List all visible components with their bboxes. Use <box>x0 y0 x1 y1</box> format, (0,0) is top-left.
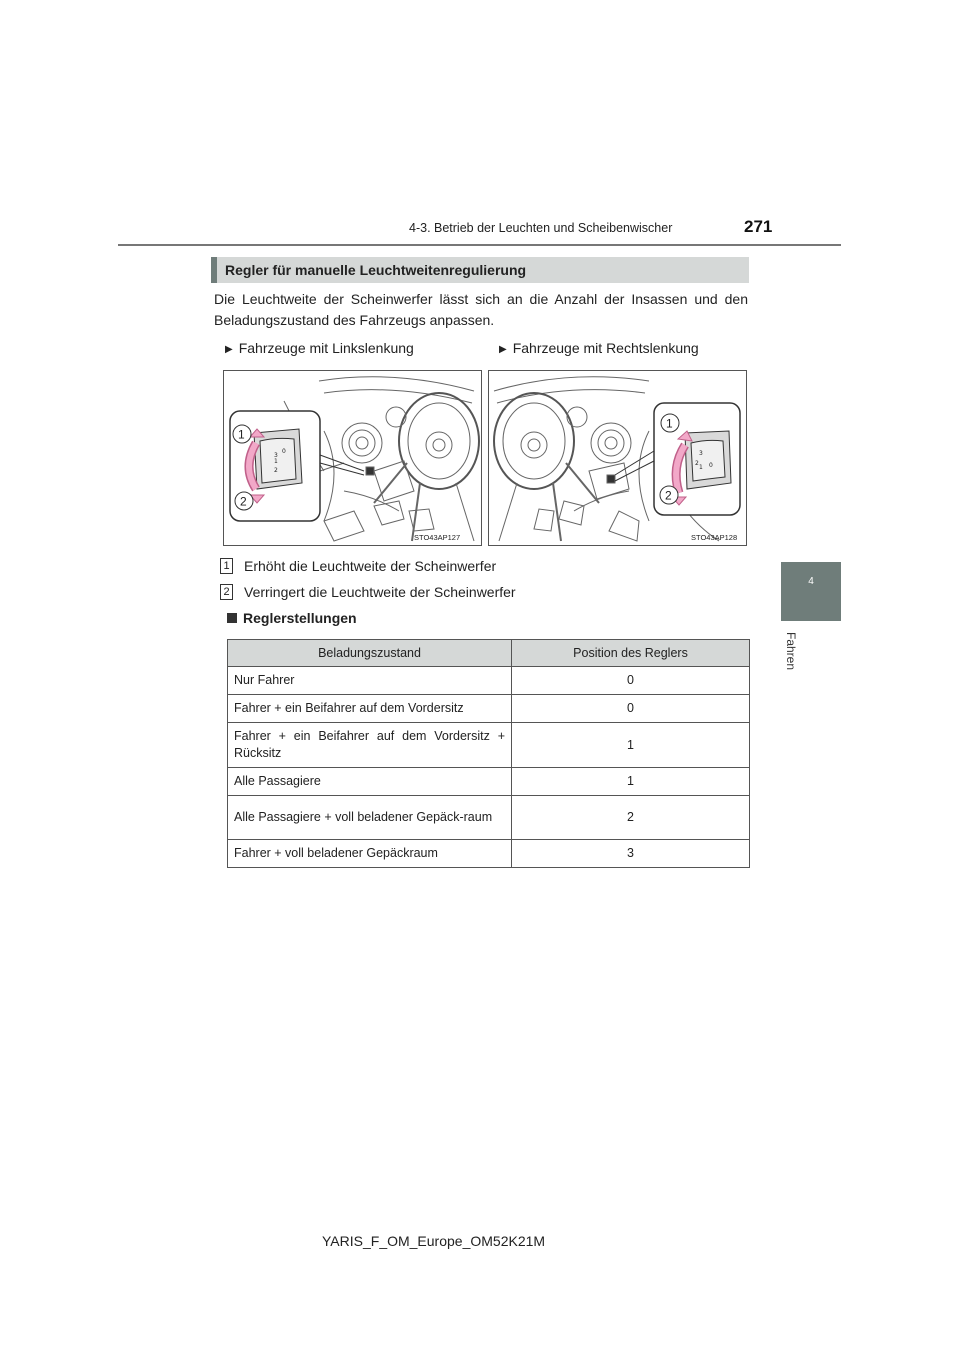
section-heading <box>211 257 749 283</box>
table-row <box>228 695 750 723</box>
variant-right-hand-drive <box>499 340 699 356</box>
figure-code: STO43AP127 <box>414 533 461 542</box>
figure-left-hand-drive <box>223 370 482 546</box>
dashboard-illustration <box>224 371 481 545</box>
legend-number: 2 <box>220 584 233 600</box>
settings-table <box>227 639 750 868</box>
load-cell: Nur Fahrer <box>228 667 512 695</box>
sub-heading <box>227 610 357 626</box>
callout-2: 2 <box>665 488 672 503</box>
table-row <box>228 796 750 840</box>
dial-mark: 1 <box>699 464 703 471</box>
position-cell: 0 <box>512 667 750 695</box>
figure-right-hand-drive <box>488 370 747 546</box>
triangle-bullet-icon: ▶ <box>225 344 233 355</box>
legend-text: Erhöht die Leuchtweite der Scheinwerfer <box>244 558 497 574</box>
position-cell: 1 <box>512 768 750 796</box>
page-number: 271 <box>744 217 773 236</box>
triangle-bullet-icon: ▶ <box>499 344 507 355</box>
dial-mark: 3 <box>699 450 703 457</box>
figure-code: STO43AP128 <box>691 533 738 542</box>
section-heading-bar <box>211 257 217 283</box>
variant-left-hand-drive <box>225 340 414 356</box>
callout-1: 1 <box>238 427 245 442</box>
position-cell: 2 <box>512 796 750 840</box>
table-header-row <box>228 640 750 667</box>
chapter-tab-label: Fahren <box>784 632 798 671</box>
footer-document-code: YARIS_F_OM_Europe_OM52K21M <box>322 1233 546 1249</box>
position-cell: 0 <box>512 695 750 723</box>
table-row <box>228 667 750 695</box>
legend-text: Verringert die Leuchtweite der Scheinwerfer <box>244 584 516 600</box>
table-row <box>228 840 750 868</box>
dial-mark: 2 <box>274 467 278 474</box>
table-row <box>228 768 750 796</box>
load-cell: Alle Passagiere <box>228 768 512 796</box>
sub-heading-text: Reglerstellungen <box>243 610 357 626</box>
chapter-tab <box>781 562 841 621</box>
load-cell: Alle Passagiere + voll beladener Gepäck-raum <box>228 796 512 840</box>
variant-label: Fahrzeuge mit Linkslenkung <box>238 340 414 356</box>
square-bullet-icon <box>227 613 237 623</box>
dial-mark: 0 <box>282 448 286 455</box>
chapter-tab-number: 4 <box>808 576 814 587</box>
dial-mark: 0 <box>709 462 713 469</box>
table-row <box>228 723 750 768</box>
load-cell: Fahrer + ein Beifahrer auf dem Vordersitz + Rücksitz <box>228 723 512 768</box>
variant-label: Fahrzeuge mit Rechtslenkung <box>512 340 699 356</box>
dial-mark: 1 <box>274 458 278 465</box>
dashboard-illustration <box>489 371 746 545</box>
dial-mark: 2 <box>695 460 699 467</box>
legend-number: 1 <box>220 558 233 574</box>
header-rule <box>118 244 841 246</box>
legend-item <box>220 584 516 601</box>
dial-mark: 3 <box>274 452 278 459</box>
column-header-load: Beladungszustand <box>228 640 512 667</box>
callout-2: 2 <box>240 494 247 509</box>
load-cell: Fahrer + ein Beifahrer auf dem Vordersitz <box>228 695 512 723</box>
column-header-position: Position des Reglers <box>512 640 750 667</box>
callout-1: 1 <box>666 416 673 431</box>
position-cell: 1 <box>512 723 750 768</box>
legend-item <box>220 558 496 575</box>
position-cell: 3 <box>512 840 750 868</box>
section-heading-text: Regler für manuelle Leuchtweitenregulierung <box>225 262 527 278</box>
running-header: 4-3. Betrieb der Leuchten und Scheibenwischer <box>409 221 673 235</box>
intro-paragraph: Die Leuchtweite der Scheinwerfer lässt sich an die Anzahl der Insassen und den Beladungszustand des Fahrzeugs anpassen. <box>214 291 748 328</box>
load-cell: Fahrer + voll beladener Gepäckraum <box>228 840 512 868</box>
